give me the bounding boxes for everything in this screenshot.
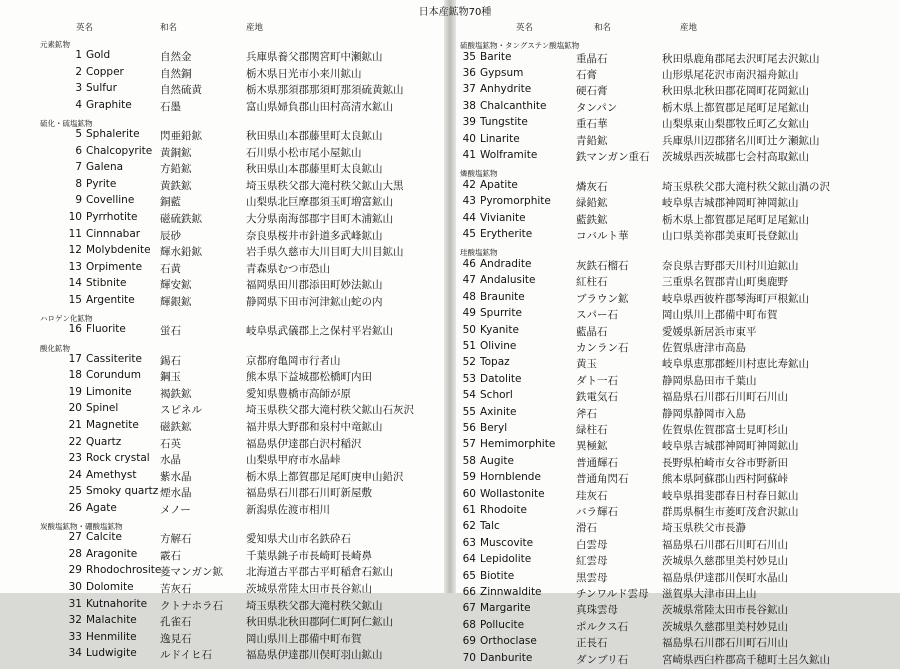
mineral-japanese-name: ブラウン鉱 (576, 292, 629, 305)
mineral-number: 26 (68, 501, 82, 514)
mineral-locality: 茨城県西茨城郡七会村高取鉱山 (662, 150, 809, 163)
mineral-number: 37 (462, 83, 476, 96)
mineral-english-name: Rhodochrosite (86, 564, 162, 577)
mineral-japanese-name: メノー (160, 503, 191, 516)
mineral-japanese-name: 錫石 (160, 354, 181, 367)
mineral-english-name: Pyrite (86, 177, 117, 190)
mineral-number: 20 (68, 402, 82, 415)
mineral-japanese-name: 緑鉛鉱 (576, 197, 608, 210)
mineral-locality: 山梨県甲府市水晶峠 (246, 454, 341, 467)
mineral-japanese-name: 滑石 (576, 522, 597, 535)
mineral-locality: 奈良県吉野郡天川村川迫鉱山 (662, 259, 799, 272)
mineral-japanese-name: 煙水晶 (160, 487, 192, 500)
mineral-locality: 福井県大野郡和泉村中竜鉱山 (246, 421, 383, 433)
mineral-locality: 富山県婦負郡山田村高清水鉱山 (246, 100, 393, 113)
category-heading: 硫化・硫塩鉱物 (40, 119, 93, 129)
header-english: 英名 (76, 23, 94, 33)
mineral-english-name: Datolite (480, 372, 522, 385)
mineral-english-name: Braunite (480, 290, 525, 303)
mineral-number: 60 (462, 487, 476, 500)
mineral-english-name: Orpimente (86, 260, 143, 273)
mineral-locality: 長野県柏崎市女谷市野新田 (662, 456, 788, 469)
mineral-locality: 福島県石川郡石川町石川山 (662, 637, 788, 650)
mineral-number: 61 (462, 503, 476, 516)
mineral-locality: 愛知県犬山市名鉄砕石 (246, 533, 351, 546)
mineral-number: 68 (462, 618, 476, 631)
mineral-japanese-name: 水晶 (160, 454, 181, 467)
mineral-japanese-name: 逸見石 (160, 632, 192, 645)
mineral-english-name: Argentite (86, 293, 135, 306)
mineral-english-name: Fluorite (86, 323, 126, 336)
mineral-english-name: Hornblende (480, 471, 541, 484)
mineral-locality: 愛媛県新居浜市東平 (662, 325, 757, 338)
mineral-locality: 栃木県那須郡那須町那須硫黄鉱山 (246, 84, 404, 97)
mineral-locality: 岐阜県吉城郡神岡町神岡鉱山 (662, 197, 799, 210)
category-heading: ハロゲン化鉱物 (40, 314, 93, 324)
mineral-english-name: Linarite (480, 132, 520, 145)
mineral-number: 56 (462, 421, 476, 434)
mineral-locality: 岐阜県西彼杵郡琴海町戸根鉱山 (662, 292, 809, 305)
mineral-locality: 山口県美祢郡美東町長登鉱山 (662, 230, 799, 242)
mineral-number: 34 (68, 647, 82, 660)
mineral-japanese-name: 銅藍 (160, 196, 181, 209)
mineral-number: 40 (462, 132, 476, 145)
header-locality: 産地 (246, 23, 264, 33)
mineral-locality: 兵庫県養父郡関宮町中瀬鉱山 (246, 51, 383, 63)
mineral-number: 64 (462, 553, 476, 566)
mineral-locality: 福島県石川郡石川町新屋敷 (246, 487, 372, 500)
mineral-number: 5 (75, 128, 82, 141)
mineral-english-name: Henmilite (86, 630, 137, 643)
mineral-locality: 岡山県川上郡備中町布賀 (662, 309, 778, 322)
mineral-locality: 茨城県常陸太田市長谷鉱山 (246, 582, 372, 595)
mineral-english-name: Dolomite (86, 580, 134, 593)
mineral-locality: 秋田県山本郡藤里町太良鉱山 (246, 130, 383, 143)
mineral-number: 15 (68, 293, 82, 306)
mineral-number: 67 (462, 602, 476, 615)
mineral-japanese-name: チンワルド雲母 (576, 587, 649, 600)
mineral-japanese-name: 石膏 (576, 68, 597, 81)
mineral-japanese-name: ダンブリ石 (576, 653, 629, 666)
mineral-number: 59 (462, 471, 476, 484)
mineral-number: 36 (462, 66, 476, 79)
mineral-japanese-name: ダト一石 (576, 374, 618, 387)
mineral-locality: 兵庫県川辺郡猪名川町辻ケ瀬鉱山 (662, 134, 820, 147)
mineral-japanese-name: 方鉛鉱 (160, 163, 192, 176)
mineral-number: 8 (75, 177, 82, 190)
header-japanese: 和名 (594, 23, 612, 33)
mineral-english-name: Wollastonite (480, 487, 545, 500)
mineral-japanese-name: 黄玉 (576, 358, 597, 371)
mineral-english-name: Galena (86, 161, 124, 174)
mineral-english-name: Covelline (86, 194, 135, 207)
mineral-japanese-name: 紅柱石 (576, 276, 608, 289)
mineral-number: 35 (462, 50, 476, 63)
mineral-number: 21 (68, 419, 82, 431)
mineral-english-name: Kyanite (480, 323, 519, 336)
mineral-number: 47 (462, 274, 476, 287)
mineral-number: 63 (462, 536, 476, 549)
mineral-japanese-name: 磁鉄鉱 (160, 421, 192, 433)
mineral-japanese-name: 硬石膏 (576, 85, 608, 98)
mineral-locality: 秋田県鹿角郡尾去沢町尾去沢鉱山 (662, 52, 820, 65)
mineral-number: 1 (75, 49, 82, 61)
mineral-japanese-name: 輝水鉛鉱 (160, 246, 202, 259)
mineral-japanese-name: 磁硫鉄鉱 (160, 212, 202, 225)
mineral-number: 17 (68, 352, 82, 365)
mineral-number: 12 (68, 244, 82, 257)
mineral-number: 39 (462, 116, 476, 129)
category-heading: 元素鉱物 (40, 40, 70, 49)
mineral-japanese-name: 普通角閃石 (576, 473, 629, 486)
mineral-number: 31 (68, 597, 82, 610)
mineral-number: 9 (75, 194, 82, 207)
mineral-english-name: Margarite (480, 602, 531, 615)
mineral-english-name: Sulfur (86, 82, 117, 95)
mineral-english-name: Orthoclase (480, 635, 537, 648)
mineral-number: 51 (462, 339, 476, 352)
mineral-number: 50 (462, 323, 476, 336)
mineral-english-name: Beryl (480, 421, 508, 434)
mineral-japanese-name: 緑柱石 (576, 423, 608, 436)
mineral-locality: 佐賀県唐津市高島 (662, 341, 746, 354)
mineral-english-name: Olivine (480, 339, 517, 352)
mineral-number: 46 (462, 257, 476, 270)
mineral-japanese-name: 辰砂 (160, 229, 181, 242)
mineral-english-name: Magnetite (86, 419, 139, 431)
mineral-locality: 新潟県佐渡市相川 (246, 503, 330, 516)
mineral-locality: 栃木県上都賀郡足尾町足尾鉱山 (662, 213, 809, 226)
mineral-locality: 青森県むつ市恐山 (246, 262, 330, 275)
mineral-japanese-name: 藍晶石 (576, 325, 608, 338)
mineral-number: 6 (75, 144, 82, 157)
mineral-english-name: Rock crystal (86, 452, 150, 465)
mineral-number: 3 (75, 82, 82, 95)
mineral-english-name: Amethyst (86, 468, 137, 481)
mineral-english-name: Axinite (480, 405, 517, 418)
mineral-number: 22 (68, 435, 82, 448)
mineral-number: 11 (68, 227, 82, 240)
mineral-english-name: Lepidolite (480, 553, 532, 566)
mineral-english-name: Agate (86, 501, 117, 514)
mineral-locality: 京都府亀岡市行者山 (246, 354, 341, 367)
mineral-english-name: Cinnnabar (86, 227, 141, 240)
mineral-japanese-name: 黄銅鉱 (160, 146, 192, 159)
mineral-japanese-name: 紫水晶 (160, 470, 192, 483)
mineral-japanese-name: カンラン石 (576, 341, 629, 354)
mineral-number: 52 (462, 356, 476, 369)
mineral-english-name: Augite (480, 454, 514, 467)
mineral-english-name: Pollucite (480, 618, 525, 631)
mineral-locality: 愛知県豊橋市高師が原 (246, 387, 351, 400)
mineral-locality: 山梨県北巨摩郡須玉町増富鉱山 (246, 196, 393, 209)
mineral-locality: 埼玉県秩父郡大滝村秩父鉱山石灰沢 (246, 404, 414, 417)
mineral-locality: 滋賀県大津市田上山 (662, 587, 757, 600)
mineral-locality: 福島県伊達郡川俣町水晶山 (662, 571, 788, 584)
mineral-japanese-name: クトナホラ石 (160, 599, 223, 612)
mineral-number: 66 (462, 585, 476, 598)
mineral-japanese-name: 珪灰石 (576, 489, 608, 502)
mineral-japanese-name: 蛍石 (160, 325, 181, 338)
mineral-locality: 千葉県銚子市長崎町長崎鼻 (246, 549, 372, 562)
mineral-english-name: Copper (86, 65, 124, 78)
mineral-japanese-name: 孔雀石 (160, 616, 192, 629)
mineral-locality: 埼玉県秩父市長瀞 (662, 522, 746, 535)
mineral-japanese-name: 斧石 (576, 407, 597, 420)
mineral-locality: 奈良県桜井市針道多武峰鉱山 (246, 229, 383, 242)
mineral-number: 33 (68, 630, 82, 643)
mineral-number: 23 (68, 452, 82, 465)
mineral-number: 32 (68, 614, 82, 627)
mineral-locality: 山梨県東山梨郡牧丘町乙女鉱山 (662, 118, 809, 131)
mineral-english-name: Danburite (480, 651, 533, 664)
header-english: 英名 (516, 23, 534, 33)
mineral-number: 28 (68, 547, 82, 560)
mineral-locality: 福島県石川郡石川町石川山 (662, 391, 788, 404)
mineral-japanese-name: 正長石 (576, 637, 608, 650)
mineral-locality: 栃木県上都賀郡足尾町庚申山鉛沢 (246, 470, 404, 483)
mineral-locality: 埼玉県秩父郡大滝村秩父鉱山 (246, 599, 383, 612)
mineral-number: 13 (68, 260, 82, 273)
mineral-locality: 埼玉県秩父郡大滝村秩父鉱山大黒 (246, 179, 404, 192)
mineral-english-name: Tungstite (480, 116, 528, 129)
mineral-japanese-name: 自然銅 (160, 67, 192, 80)
mineral-number: 58 (462, 454, 476, 467)
mineral-number: 14 (68, 277, 82, 290)
mineral-locality: 静岡県島田市千葉山 (662, 374, 757, 387)
mineral-english-name: Sphalerite (86, 128, 140, 141)
mineral-locality: 茨城県常陸太田市長谷鉱山 (662, 604, 788, 617)
mineral-japanese-name: 鉄電気石 (576, 391, 618, 404)
mineral-japanese-name: 自然硫黄 (160, 84, 202, 97)
mineral-english-name: Cassiterite (86, 352, 143, 365)
mineral-english-name: Rhodoite (480, 503, 527, 516)
mineral-locality: 群馬県桐生市菱町茂倉沢鉱山 (662, 505, 799, 518)
mineral-english-name: Stibnite (86, 277, 127, 290)
mineral-english-name: Muscovite (480, 536, 534, 549)
mineral-english-name: Smoky quartz (86, 485, 159, 498)
mineral-locality: 福島県石川郡石川町石川山 (662, 538, 788, 551)
mineral-locality: 熊本県下益城郡松橋町内田 (246, 371, 372, 384)
mineral-number: 27 (68, 531, 82, 544)
mineral-english-name: Andradite (480, 257, 532, 270)
mineral-locality: 秋田県北秋田郡花岡町花岡鉱山 (662, 85, 809, 98)
mineral-english-name: Topaz (480, 356, 510, 369)
mineral-locality: 福島県伊達郡白沢村稲沢 (246, 437, 362, 450)
mineral-number: 24 (68, 468, 82, 481)
mineral-japanese-name: スピネル (160, 404, 202, 417)
mineral-locality: 岩手県久慈市大川目町大川目鉱山 (246, 246, 404, 259)
mineral-number: 70 (462, 651, 476, 664)
mineral-number: 2 (75, 65, 82, 78)
mineral-number: 29 (68, 564, 82, 577)
mineral-number: 4 (75, 98, 82, 111)
mineral-japanese-name: 藍鉄鉱 (576, 213, 608, 226)
mineral-locality: 岐阜県吉城郡神岡町神岡鉱山 (662, 440, 799, 453)
mineral-japanese-name: 輝銀鉱 (160, 295, 192, 308)
mineral-locality: 秋田県北秋田郡阿仁町阿仁鉱山 (246, 616, 393, 629)
mineral-japanese-name: スパー石 (576, 309, 618, 322)
mineral-locality: 岐阜県恵那郡蛭川村恵比寿鉱山 (662, 358, 809, 371)
mineral-locality: 静岡県下田市河津鉱山蛇の内 (246, 295, 383, 308)
mineral-number: 57 (462, 438, 476, 451)
mineral-english-name: Graphite (86, 98, 132, 111)
mineral-number: 25 (68, 485, 82, 498)
mineral-japanese-name: 重石華 (576, 118, 608, 131)
mineral-locality: 北海道古平郡古平町稲倉石鉱山 (246, 566, 393, 579)
mineral-locality: 岐阜県武儀郡上之保村平岩鉱山 (246, 325, 393, 338)
mineral-number: 43 (462, 195, 476, 208)
mineral-number: 10 (68, 210, 82, 223)
mineral-japanese-name: 異極鉱 (576, 440, 608, 453)
mineral-english-name: Pyrrhotite (86, 210, 138, 223)
mineral-japanese-name: 自然金 (160, 51, 192, 63)
mineral-locality: 石川県小松市尾小屋鉱山 (246, 146, 362, 159)
mineral-japanese-name: 青鉛鉱 (576, 134, 608, 147)
mineral-english-name: Gold (86, 49, 111, 61)
mineral-japanese-name: 輝安鉱 (160, 279, 192, 292)
mineral-japanese-name: 黒雲母 (576, 571, 608, 584)
mineral-english-name: Biotite (480, 569, 515, 582)
header-locality: 産地 (680, 23, 698, 33)
mineral-locality: 三重県名賀郡青山町奥鹿野 (662, 276, 788, 289)
mineral-japanese-name: 菱マンガン鉱 (160, 566, 223, 579)
header-japanese: 和名 (160, 23, 178, 33)
mineral-locality: 静岡県静岡市入島 (662, 407, 746, 420)
mineral-japanese-name: ポルクス石 (576, 620, 629, 633)
category-heading: 硫酸塩鉱物・タングステン酸塩鉱物 (460, 41, 580, 50)
mineral-locality: 茨城県久慈郡里美村妙見山 (662, 620, 788, 633)
mineral-number: 48 (462, 290, 476, 303)
mineral-english-name: Chalcanthite (480, 99, 547, 112)
mineral-japanese-name: 白雲母 (576, 538, 608, 551)
mineral-english-name: Ludwigite (86, 647, 137, 660)
mineral-number: 49 (462, 307, 476, 320)
mineral-number: 18 (68, 369, 82, 382)
mineral-english-name: Spinel (86, 402, 119, 415)
category-heading: 珪酸塩鉱物 (460, 248, 498, 258)
mineral-number: 53 (462, 372, 476, 385)
mineral-japanese-name: 重晶石 (576, 52, 608, 65)
mineral-locality: 福島県伊達郡川俣町羽山鉱山 (246, 649, 383, 662)
category-heading: 炭酸塩鉱物・硼酸塩鉱物 (40, 522, 123, 532)
mineral-english-name: Aragonite (86, 547, 138, 560)
mineral-locality: 岐阜県揖斐郡春日村春日鉱山 (662, 489, 799, 502)
mineral-english-name: Molybdenite (86, 244, 151, 257)
mineral-english-name: Chalcopyrite (86, 144, 153, 157)
mineral-english-name: Schorl (480, 389, 513, 402)
mineral-locality: 栃木県上都賀郡足尾町足尾鉱山 (662, 101, 809, 114)
mineral-english-name: Erytherite (480, 228, 533, 240)
mineral-locality: 岡山県川上郡備中町布賀 (246, 632, 362, 645)
mineral-japanese-name: 石墨 (160, 100, 181, 113)
mineral-english-name: Corundum (86, 369, 141, 382)
mineral-japanese-name: 霰石 (160, 549, 181, 562)
mineral-japanese-name: 紅雲母 (576, 555, 608, 568)
mineral-english-name: Malachite (86, 614, 137, 627)
mineral-english-name: Gypsum (480, 66, 524, 79)
category-heading: 酸化鉱物 (40, 343, 70, 353)
mineral-number: 45 (462, 228, 476, 240)
mineral-english-name: Quartz (86, 435, 122, 448)
mineral-japanese-name: ルドイヒ石 (160, 649, 212, 662)
mineral-locality: 宮崎県西臼杵郡高千穂町土呂久鉱山 (662, 653, 830, 666)
mineral-number: 55 (462, 405, 476, 418)
mineral-english-name: Anhydrite (480, 83, 532, 96)
mineral-locality: 埼玉県秩父郡大滝村秩父鉱山渦の沢 (662, 180, 830, 193)
mineral-english-name: Barite (480, 50, 512, 63)
mineral-locality: 茨城県久慈郡里美村妙見山 (662, 555, 788, 568)
mineral-number: 69 (462, 635, 476, 648)
mineral-english-name: Pyromorphite (480, 195, 551, 208)
mineral-english-name: Apatite (480, 178, 518, 191)
category-heading: 燐酸塩鉱物 (460, 169, 498, 179)
mineral-locality: 栃木県日光市小来川鉱山 (246, 67, 362, 80)
mineral-english-name: Calcite (86, 531, 122, 544)
mineral-japanese-name: バラ輝石 (576, 505, 618, 518)
mineral-english-name: Kutnahorite (86, 597, 148, 610)
mineral-japanese-name: 鋼玉 (160, 371, 181, 384)
mineral-japanese-name: 真珠雲母 (576, 604, 618, 617)
book-gutter (444, 0, 456, 593)
mineral-english-name: Talc (480, 520, 500, 533)
mineral-japanese-name: 方解石 (160, 533, 192, 546)
mineral-japanese-name: 苦灰石 (160, 582, 192, 595)
mineral-number: 44 (462, 211, 476, 224)
page-title: 日本産鉱物70種 (418, 7, 492, 18)
mineral-english-name: Spurrite (480, 307, 522, 320)
mineral-number: 62 (462, 520, 476, 533)
mineral-japanese-name: 鉄マンガン重石 (576, 150, 650, 163)
mineral-english-name: Wolframite (480, 148, 538, 161)
mineral-locality: 秋田県山本郡藤里町太良鉱山 (246, 163, 383, 176)
mineral-english-name: Limonite (86, 385, 132, 398)
mineral-japanese-name: 石英 (160, 437, 181, 450)
mineral-number: 30 (68, 580, 82, 593)
mineral-locality: 山形県尾花沢市南沢福舟鉱山 (662, 68, 799, 81)
mineral-english-name: Zinnwaldite (480, 585, 542, 598)
mineral-number: 7 (75, 161, 82, 174)
mineral-number: 65 (462, 569, 476, 582)
mineral-japanese-name: コバルト華 (576, 230, 629, 242)
mineral-japanese-name: 普通輝石 (576, 456, 618, 469)
mineral-japanese-name: 閃亜鉛鉱 (160, 130, 202, 143)
mineral-number: 42 (462, 178, 476, 191)
mineral-japanese-name: 黄鉄鉱 (160, 179, 192, 192)
mineral-locality: 福岡県田川郡添田町妙法鉱山 (246, 279, 383, 292)
mineral-english-name: Hemimorphite (480, 438, 556, 451)
mineral-locality: 熊本県阿蘇郡山西村阿蘇峠 (662, 473, 788, 486)
mineral-english-name: Vivianite (480, 211, 526, 224)
mineral-number: 54 (462, 389, 476, 402)
mineral-number: 38 (462, 99, 476, 112)
mineral-number: 16 (68, 323, 82, 336)
mineral-japanese-name: 灰鉄石榴石 (576, 259, 629, 272)
mineral-japanese-name: タンパン (576, 101, 618, 114)
mineral-english-name: Andalusite (480, 274, 536, 287)
mineral-japanese-name: 石黄 (160, 262, 181, 275)
mineral-number: 41 (462, 148, 476, 161)
mineral-number: 19 (68, 385, 82, 398)
mineral-locality: 大分県南海部郡宇目町木浦鉱山 (246, 212, 393, 225)
mineral-japanese-name: 褐鉄鉱 (160, 387, 192, 400)
mineral-locality: 佐賀県佐賀郡富士見町杉山 (662, 423, 788, 436)
mineral-japanese-name: 燐灰石 (576, 180, 608, 193)
